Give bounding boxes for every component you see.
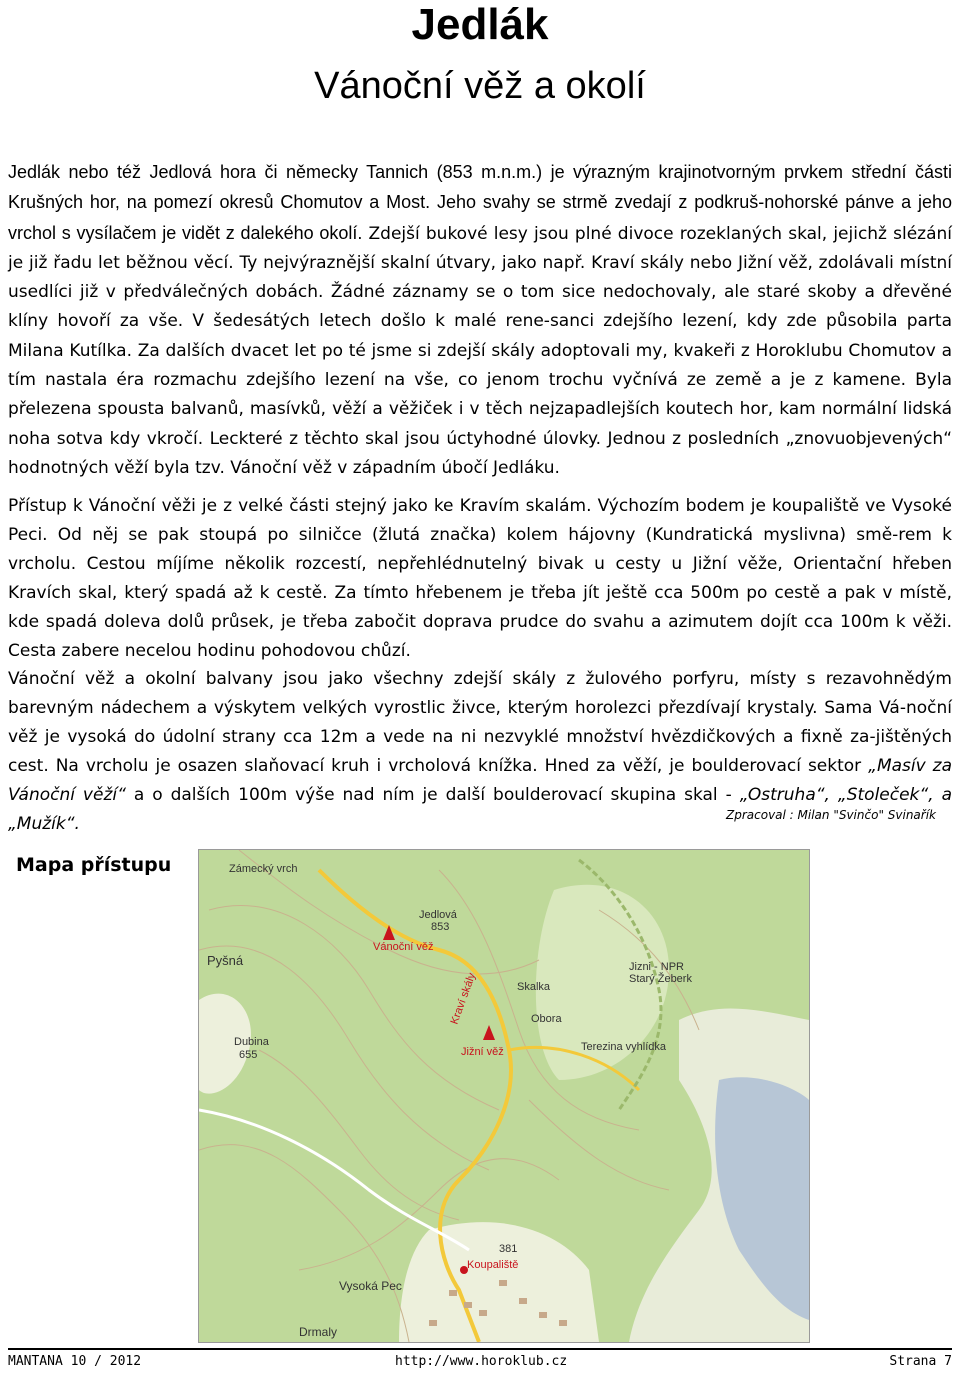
sector-name: „Masív za Vánoční věží“ [8, 756, 952, 805]
map-label-drmaly: Drmaly [299, 1325, 337, 1339]
map-label-obora: Obora [531, 1013, 562, 1025]
map-label-skalka: Skalka [517, 981, 551, 993]
footer-page-number: Strana 7 [889, 1354, 952, 1369]
map-graphic [199, 850, 809, 1342]
map-label-kravi-skaly: Kraví skály [448, 971, 479, 1027]
map-label-pysna: Pyšná [207, 953, 244, 968]
map-heading: Mapa přístupu [16, 854, 172, 876]
intro-paragraph-part3: Ty nejvýraznější skalní útvary, jako např. Kraví skály nebo Jižní věž, zdolávali místní usedlíci již v předválečných dobách. Žádné záznamy se o tom sice nedochovaly, ale staré skoby a dřevěné klíny hovoří za vše. V šedesátých letech došlo k malé rene-sanci zdejšího lezení, kdy zde působila parta Milana Kutílka. Za dalších dvacet let po té jsme si zdejší skály adoptovali my, kvakeři z Horoklubu Chomutov a tím nastala éra rozmachu zdejšího lezení na vše, co jenom trochu vyčnívá ze země a je z kamene. Byla přelezena spousta balvanů, masívků, věží a věžiček i v těch nejzapadlejších koutech hor, kam normální lidská noha sotva kdy vkročí. Leckteré z těchto skal jsou úctyhodné úlovky. Jednou z posledních „znovuobjevených“ hodnotných věží byla tzv. Vánoční věž v západním úbočí Jedláku. [8, 252, 952, 478]
map-label-terezina: Terezina vyhlídka [581, 1041, 666, 1053]
map-label-vanocni-vez: Vánoční věž [373, 941, 434, 953]
map-label-jedlova: Jedlová [419, 909, 457, 921]
boulder-names: „Ostruha“, „Stoleček“, a „Mužík“. [8, 785, 952, 834]
page-subtitle: Vánoční věž a okolí [314, 65, 646, 107]
map-label-stary-zeberk: Starý Žeberk [629, 973, 692, 985]
author-credit: Zpracoval : Milan "Svinčo" Svinařík [726, 808, 936, 822]
intro-paragraph-part2: Zdejší bukové lesy jsou plné divoce rozeklaných skal, jejichž slézání je již řadu let běžnou věcí. [8, 223, 953, 273]
access-map [198, 849, 810, 1343]
map-label-vysoka-pec: Vysoká Pec [339, 1279, 402, 1293]
footer-divider [8, 1348, 952, 1350]
map-label-jedlova-alt: 853 [431, 921, 450, 933]
description-text: Vánoční věž a okolní balvany jsou jako všechny zdejší skály z žulového porfyru, místy s rezavohnědým barevným nádechem a výskytem velkých vyrostlic živce, kterým horolezci přezdívají krystaly. Sama Vá-noční věž je vysoká do údolní strany cca 12m a vede na ni nezvyklé množství hvězdičkových a fixně za-jištěných cest. Na vrcholu je osazen slaňovací kruh i vrcholová knížka. Hned za věží, je boulderovací sektor [8, 669, 952, 776]
intro-paragraph [8, 158, 952, 483]
footer-magazine: MANTANA 10 / 2012 [8, 1354, 142, 1369]
map-label-koupaliste: Koupaliště [467, 1259, 519, 1271]
intro-paragraph-part1: Jedlák nebo též Jedlová hora či německy Tannich (853 m.n.m.) je výrazným krajinotvorným prvkem střední části Krušných hor, na pomezí okresů Chomutov a Most. Jeho svahy se strmě zvedají z podkruš-nohorské pánve a jeho vrchol s vysílačem je vidět z dalekého okolí. [8, 162, 952, 243]
map-label-dubina: Dubina [234, 1036, 269, 1048]
map-label-jizni-npr: Jizni - NPR [629, 961, 685, 973]
page-title: Jedlák [411, 0, 549, 49]
map-label-zamecky-vrch: Zámecký vrch [229, 863, 298, 875]
description-mid: a o dalších 100m výše nad ním je další boulderovací skupina skal - [125, 785, 740, 805]
map-label-jizni-vez: Jižní věž [461, 1046, 504, 1058]
map-label-koupaliste-alt: 381 [499, 1243, 518, 1255]
access-paragraph: Přístup k Vánoční věži je z velké části stejný jako ke Kravím skalám. Výchozím bodem je koupaliště ve Vysoké Peci. Od něj se pak stoupá po silničce (žlutá značka) kolem hájovny (Kundratická myslivna) smě-rem k vrcholu. Cestou míjíme několik rozcestí, nepřehlédnutelný bivak u cesty u Jižní věže, Orientační hřeben Kravích skal, který spadá až k cestě. Za tímto hřebenem je třeba jít ještě cca 500m po cestě a pak v místě, kde spadá doleva dolů průsek, je třeba zabočit doprava prudce do svahu a azimutem dojít cca 100m k věži. Cesta zabere necelou hodinu pohodovou chůzí. [8, 496, 952, 661]
map-label-dubina-alt: 655 [239, 1049, 258, 1061]
footer-website-link[interactable]: http://www.horoklub.cz [395, 1354, 568, 1369]
